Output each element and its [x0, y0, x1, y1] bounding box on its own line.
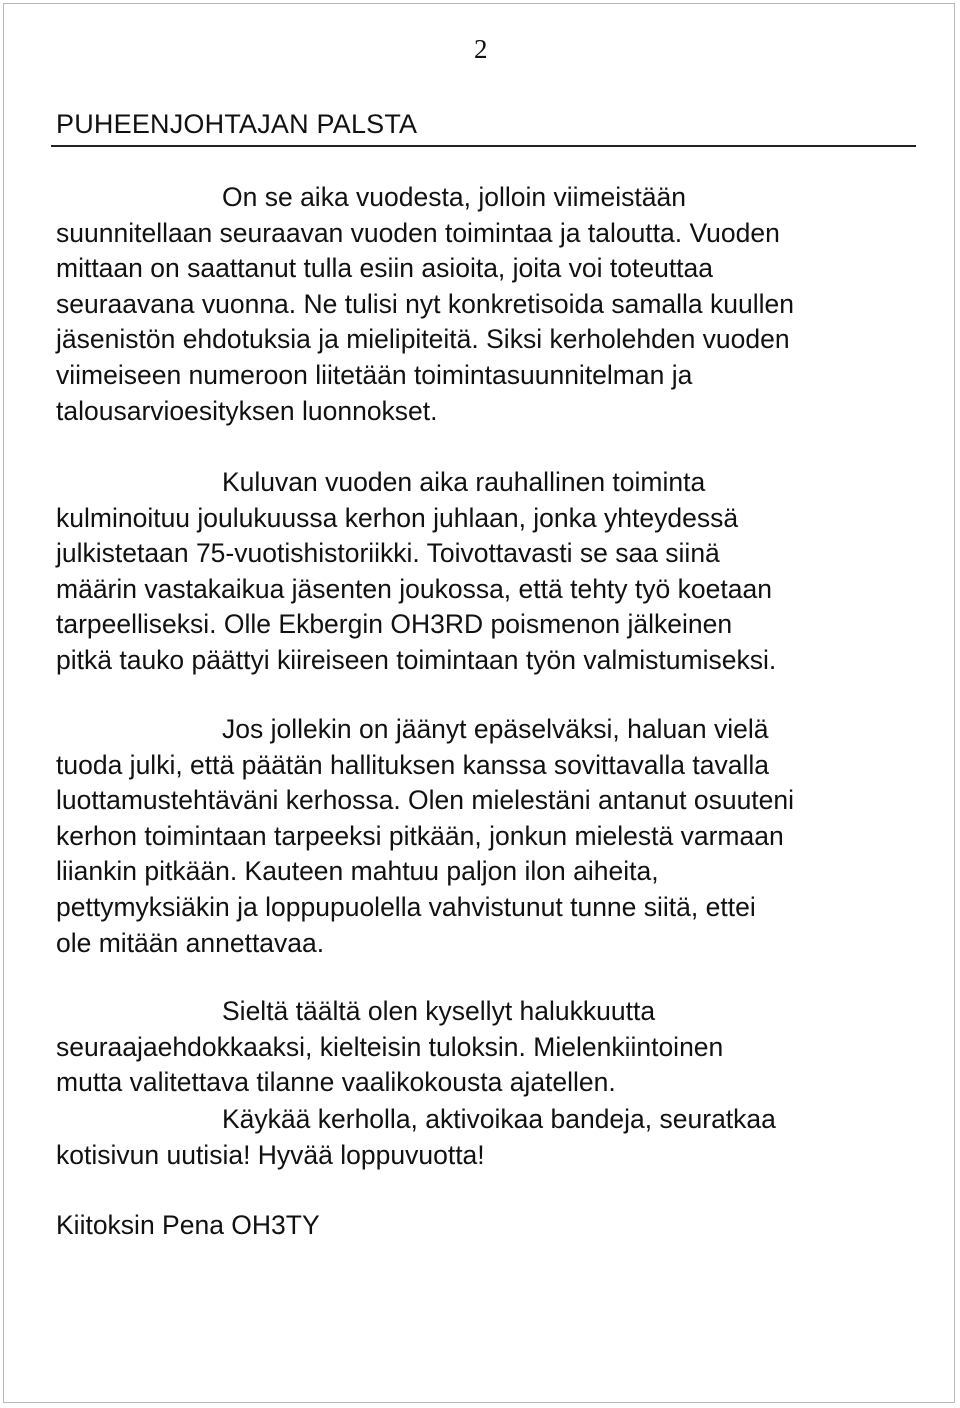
- paragraph-line: mittaan on saattanut tulla esiin asioita, joita voi toteuttaa: [56, 253, 714, 284]
- paragraph-line: talousarvioesityksen luonnokset.: [56, 395, 438, 426]
- paragraph-line: Kuluvan vuoden aika rauhallinen toiminta: [222, 467, 706, 497]
- paragraph-line: Jos jollekin on jäänyt epäselväksi, haluan vielä: [222, 714, 769, 744]
- heading-divider: [51, 145, 916, 147]
- paragraph-line: seuraavana vuonna. Ne tulisi nyt konkretisoida samalla kuullen: [56, 288, 795, 319]
- paragraph-line: Sieltä täältä olen kysellyt halukkuutta: [222, 996, 656, 1026]
- paragraph-line: On se aika vuodesta, jolloin viimeistään: [222, 182, 686, 212]
- paragraph-4: [56, 994, 936, 1101]
- paragraph-line: kulminoituu joulukuussa kerhon juhlaan, jonka yhteydessä: [56, 502, 739, 533]
- paragraph-line: tuoda julki, että päätän hallituksen kanssa sovittavalla tavalla: [56, 749, 769, 780]
- paragraph-line: suunnitellaan seuraavan vuoden toimintaa ja taloutta. Vuoden: [56, 217, 780, 248]
- paragraph-line: ole mitään annettavaa.: [56, 927, 325, 958]
- paragraph-line: Käykää kerholla, aktivoikaa bandeja, seuratkaa: [222, 1104, 776, 1134]
- signature: Kiitoksin Pena OH3TY: [56, 1210, 320, 1240]
- paragraph-line: julkistetaan 75-vuotishistoriikki. Toivottavasti se saa siinä: [56, 538, 720, 569]
- paragraph-line: seuraajaehdokkaaksi, kielteisin tuloksin. Mielenkiintoinen: [56, 1031, 724, 1062]
- paragraph-line: kotisivun uutisia! Hyvää loppuvuotta!: [56, 1139, 485, 1170]
- page-number: 2: [474, 34, 488, 64]
- paragraph-line: pettymyksiäkin ja loppupuolella vahvistunut tunne siitä, ettei: [56, 891, 756, 922]
- paragraph-line: pitkä tauko päättyi kiireiseen toimintaan työn valmistumiseksi.: [56, 644, 777, 675]
- paragraph-line: kerhon toimintaan tarpeeksi pitkään, jonkun mielestä varmaan: [56, 820, 784, 851]
- paragraph-3: [56, 712, 936, 961]
- paragraph-line: mutta valitettava tilanne vaalikokousta ajatellen.: [56, 1067, 616, 1098]
- document-page: [3, 3, 955, 1403]
- paragraph-line: jäsenistön ehdotuksia ja mielipiteitä. Siksi kerholehden vuoden: [56, 324, 790, 355]
- paragraph-line: määrin vastakaikua jäsenten joukossa, että tehty työ koetaan: [56, 573, 772, 604]
- paragraph-line: viimeiseen numeroon liitetään toimintasuunnitelman ja: [56, 359, 693, 390]
- paragraph-line: luottamustehtäväni kerhossa. Olen mielestäni antanut osuuteni: [56, 785, 795, 816]
- paragraph-1: [56, 180, 936, 429]
- paragraph-2: [56, 465, 936, 679]
- column-heading: PUHEENJOHTAJAN PALSTA: [56, 109, 418, 139]
- paragraph-5: [56, 1102, 936, 1173]
- paragraph-line: liiankin pitkään. Kauteen mahtuu paljon ilon aiheita,: [56, 856, 659, 887]
- paragraph-line: tarpeelliseksi. Olle Ekbergin OH3RD poismenon jälkeinen: [56, 609, 733, 640]
